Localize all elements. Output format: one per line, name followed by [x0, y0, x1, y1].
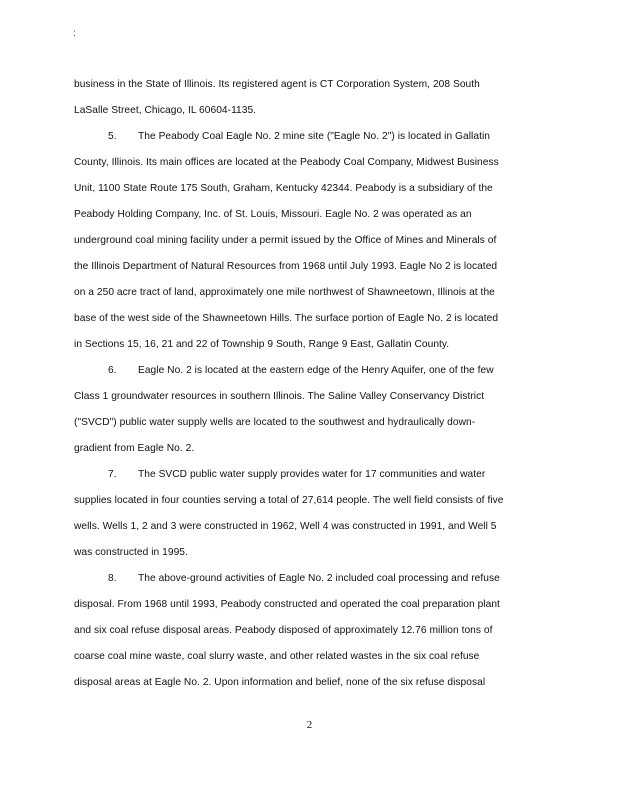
text-line: the Illinois Department of Natural Resources from 1968 until July 1993. Eagle No 2 is located [74, 261, 498, 272]
text-line: Peabody Holding Company, Inc. of St. Louis, Missouri. Eagle No. 2 was operated as an [74, 209, 472, 220]
document-body [74, 72, 544, 696]
paragraph-first-line [74, 566, 544, 592]
text-line: business in the State of Illinois. Its registered agent is CT Corporation System, 208 South [74, 79, 480, 90]
text-line: disposal areas at Eagle No. 2. Upon information and belief, none of the six refuse disposal [74, 677, 486, 688]
paragraph-first-line [74, 124, 544, 150]
paragraph-first-line [74, 462, 544, 488]
text-line: Eagle No. 2 is located at the eastern edge of the Henry Aquifer, one of the few [138, 365, 494, 376]
text-line: disposal. From 1968 until 1993, Peabody constructed and operated the coal preparation plant [74, 599, 500, 610]
text-line: coarse coal mine waste, coal slurry waste, and other related wastes in the six coal refuse [74, 651, 480, 662]
text-line: wells. Wells 1, 2 and 3 were constructed in 1962, Well 4 was constructed in 1991, and Well 5 [74, 521, 497, 532]
paragraph-5 [74, 124, 544, 358]
text-line: and six coal refuse disposal areas. Peabody disposed of approximately 12.76 million tons of [74, 625, 493, 636]
paragraph-number: 8. [108, 573, 117, 584]
paragraph-number: 6. [108, 365, 117, 376]
text-line: The SVCD public water supply provides water for 17 communities and water [138, 469, 486, 480]
text-line: gradient from Eagle No. 2. [74, 443, 195, 454]
text-line: on a 250 acre tract of land, approximately one mile northwest of Shawneetown, Illinois at the [74, 287, 495, 298]
text-line: underground coal mining facility under a permit issued by the Office of Mines and Minerals of [74, 235, 497, 246]
text-line: ("SVCD") public water supply wells are located to the southwest and hydraulically down- [74, 417, 476, 428]
text-line: in Sections 15, 16, 21 and 22 of Township 9 South, Range 9 East, Gallatin County. [74, 339, 450, 350]
paragraph-first-line [74, 358, 544, 384]
text-line: Unit, 1100 State Route 175 South, Graham, Kentucky 42344. Peabody is a subsidiary of the [74, 183, 493, 194]
text-line: LaSalle Street, Chicago, IL 60604-1135. [74, 105, 257, 116]
paragraph-8 [74, 566, 544, 696]
paragraph-number: 7. [108, 469, 117, 480]
text-line: was constructed in 1995. [74, 547, 188, 558]
text-line: County, Illinois. Its main offices are located at the Peabody Coal Company, Midwest Business [74, 157, 499, 168]
corner-mark: : [73, 28, 76, 39]
paragraph-6 [74, 358, 544, 462]
paragraph-7 [74, 462, 544, 566]
text-line: The Peabody Coal Eagle No. 2 mine site ("Eagle No. 2") is located in Gallatin [138, 131, 490, 142]
continuation-paragraph [74, 72, 544, 124]
text-line: Class 1 groundwater resources in southern Illinois. The Saline Valley Conservancy District [74, 391, 485, 402]
text-line: supplies located in four counties serving a total of 27,614 people. The well field consists of five [74, 495, 504, 506]
paragraph-number: 5. [108, 131, 117, 142]
text-line: base of the west side of the Shawneetown Hills. The surface portion of Eagle No. 2 is located [74, 313, 499, 324]
text-line: The above-ground activities of Eagle No. 2 included coal processing and refuse [138, 573, 500, 584]
page-number: 2 [306, 719, 313, 731]
